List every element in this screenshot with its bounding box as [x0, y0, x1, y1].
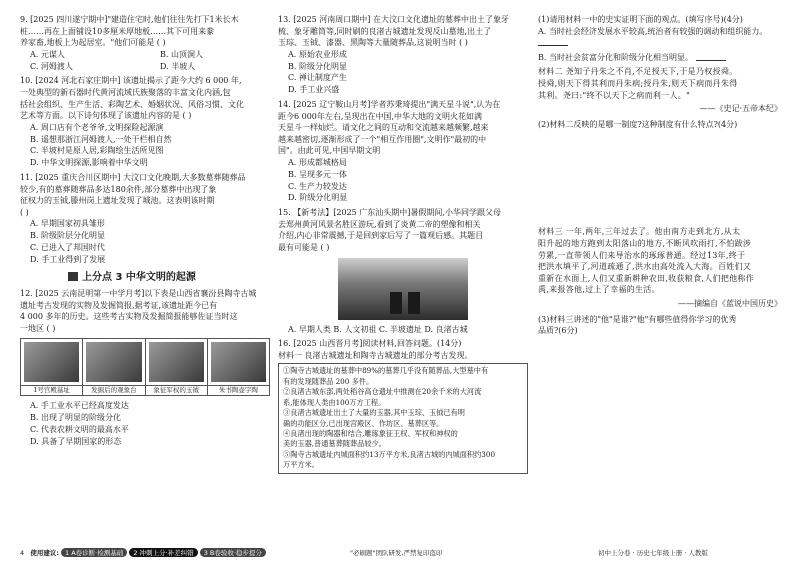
- answer-line-a: [538, 26, 782, 49]
- q9-option-c[interactable]: C. 河姆渡人: [30, 61, 73, 71]
- q15-line: 最有可能是 ( ): [278, 242, 330, 252]
- question-13: [278, 14, 528, 96]
- q14-option-b[interactable]: B. 呈现多元一体: [288, 169, 347, 179]
- artifact-caption: 朱书陶壶字陶: [208, 385, 269, 395]
- q10-option-c[interactable]: C. 半坡村是原人居,彩陶绘生活所见图: [30, 146, 164, 156]
- box-line: ③良渚古城遗址出土了大量的玉器,其中玉琮、玉钺已有明: [283, 408, 465, 418]
- usage-step-1: 1 A卷诊断·检测基础: [61, 548, 127, 557]
- q10-line: 10. [2024 河北石家庄期中] 该遗址揭示了距今大约 6 000 年,: [20, 76, 242, 86]
- q9-option-b[interactable]: B. 山顶洞人: [160, 49, 203, 59]
- statement-b: B. 当时社会贫富分化和阶级分化相当明显。: [538, 52, 693, 62]
- artifact-caption: 1号宫殿基址: [21, 385, 82, 395]
- q11-line: 11. [2025 重庆合川区期中] 大汶口文化晚期,大多数墓葬随葬品: [20, 172, 246, 182]
- answer-blank[interactable]: [696, 52, 726, 61]
- q12-option-c[interactable]: C. 代表农耕文明的最高水平: [30, 425, 129, 435]
- q15-options[interactable]: A. 早期人类 B. 人文初祖 C. 半坡遗址 D. 良渚古城: [288, 324, 468, 334]
- artifact-caption: 发掘后的观象台: [83, 385, 144, 395]
- q14-line: 越来越密切,逐渐形成了一个"相互作用圈",文明作"最初的中: [278, 134, 487, 144]
- q11-option-d[interactable]: D. 手工业得到了发展: [30, 254, 106, 264]
- q13-option-c[interactable]: C. 禅让制度产生: [288, 73, 347, 83]
- q12-line: 一地区 ( ): [20, 323, 56, 333]
- q13-option-b[interactable]: B. 阶级分化明显: [288, 61, 347, 71]
- question-15: [278, 207, 528, 335]
- flag-icon: [68, 272, 78, 281]
- q12-option-b[interactable]: B. 出现了明显的阶级分化: [30, 413, 121, 423]
- box-line: ①陶寺古城遗址的墓葬中89%的墓葬几乎没有随葬品,大型墓中有: [283, 366, 489, 376]
- q9-option-a[interactable]: A. 元谋人: [30, 49, 65, 59]
- statue-photo: [338, 258, 468, 320]
- q13-option-a[interactable]: A. 原始农业形成: [288, 49, 347, 59]
- q11-option-c[interactable]: C. 已进入了邦国时代: [30, 242, 105, 252]
- material-line: 禹,来报答他,过上了幸福的生活。: [538, 285, 660, 295]
- sub-question-3-cont: 品质?(6分): [538, 326, 578, 336]
- q14-line: 14. [2025 辽宁鞍山月考]学者苏秉琦提出"满天星斗说",认为在: [278, 99, 501, 109]
- answer-blank[interactable]: [538, 37, 568, 46]
- q11-line: 征权力的玉钺,滕州岗上遗址发现了城池。这表明该时期: [20, 196, 215, 206]
- q11-line: ( ): [20, 207, 29, 217]
- material-three: [538, 226, 782, 296]
- answer-space[interactable]: [538, 130, 782, 226]
- artifact-photo: [24, 342, 79, 382]
- q15-line: 15. 【新考法】[2025 广东汕头期中]暑假期间,小华同学跟父母: [278, 208, 501, 218]
- question-9: [20, 14, 270, 72]
- material-one-box: [278, 363, 528, 473]
- citation: ——《史记·五帝本纪》: [699, 104, 782, 114]
- q11-option-a[interactable]: A. 早期国家初具雏形: [30, 219, 105, 229]
- artifact-photo: [86, 342, 141, 382]
- q9-line: 桩……再在上面铺设10多厘米厚地板……其下可用来豢: [20, 26, 215, 36]
- q11-line: 较少,有的墓葬随葬品多达180余件,部分墓葬中出现了象: [20, 184, 217, 194]
- q12-option-a[interactable]: A. 手工业水平已经高度发达: [30, 401, 129, 411]
- box-line: 万平方米。: [283, 460, 319, 470]
- box-line: 美的玉器,普通墓葬随葬品较少。: [283, 439, 386, 449]
- question-14: [278, 99, 528, 204]
- box-line: ④良渚出现的陶器和结合,雕琢象征王权、军权和神权的: [283, 428, 458, 438]
- material-line: 把洪水填平了,河道疏通了,洪水由高处流入大海。百姓们又: [538, 262, 752, 272]
- statement-a: A. 当时社会经济发展水平较高,统治者有较强的调动和组织能力。: [538, 26, 768, 36]
- statue-shape: [390, 292, 402, 314]
- column-middle: [278, 14, 528, 477]
- artifact-cell: [83, 339, 145, 395]
- artifact-photo: [149, 342, 204, 382]
- section-heading: [68, 272, 270, 284]
- q15-line: 去郑州黄河风景名胜区游玩,看到了炎黄二帝的塑像和相关: [278, 219, 481, 229]
- sub-question-1: (1)请用材料一中的史实证明下面的观点。(填写序号)(4分): [538, 15, 743, 24]
- artifact-cell: [146, 339, 208, 395]
- question-10: [20, 75, 270, 169]
- q9-line: 9. [2025 四川遂宁期中]"建造住宅时,他们往往先打下1米长木: [20, 15, 239, 24]
- q16-line: 16. [2025 山西晋月考]阅读材料,回答问题。(14分): [278, 339, 462, 349]
- q14-option-d[interactable]: D. 阶级分化明显: [288, 193, 348, 203]
- usage-step-3: 3 B卷验收·稳步提分: [200, 548, 266, 557]
- question-12: [20, 288, 270, 448]
- question-11: [20, 172, 270, 266]
- q12-option-d[interactable]: D. 具备了早期国家的形态: [30, 436, 122, 446]
- artifact-cell: [208, 339, 269, 395]
- material-line: 重新在水面上,人们又重新耕种农田,收获粮食,人们把他称作: [538, 273, 755, 283]
- column-left: [20, 14, 270, 451]
- answer-line-b: [538, 52, 782, 64]
- box-line: ②良渚古城东部,两处稻谷高仓遗址中推测在20余千米的大河流: [283, 387, 482, 397]
- artifact-image-table: [20, 338, 270, 396]
- sub-question-3: (3)材料三讲述的"他"是谁?"他"有哪些值得你学习的优秀: [538, 314, 737, 324]
- question-16: [278, 338, 528, 473]
- usage-label: 使用建议:: [30, 549, 59, 557]
- q10-option-a[interactable]: A. 周口店有个老爷爷,文明探险起源演: [30, 122, 164, 132]
- footer-notice: "必刷题"团队研发,严禁复印盗印: [350, 549, 443, 557]
- box-line: 确的功能区分,已出现宫殿区、作坊区、墓葬区等。: [283, 418, 444, 428]
- q10-option-b[interactable]: B. 遥想那浙江河姆渡人,一处干栏相自然: [30, 134, 172, 144]
- material-line: 材料二 尧知子丹朱之不肖,不足授天下,于是乃权授舜。: [538, 67, 738, 77]
- artifact-cell: [21, 339, 83, 395]
- material-line: 授舜,则天下得其利而丹朱病;授丹朱,则天下病而丹朱得: [538, 78, 738, 88]
- q12-line: 12. [2025 云南昆明第一中学月考]以下表是山西省襄汾县陶寺古城: [20, 289, 257, 299]
- q10-option-d[interactable]: D. 中华文明探源,影响着中华文明: [30, 158, 148, 168]
- statue-shape: [408, 292, 420, 314]
- material-line: 其利。尧曰:"终不以天下之病而利一人。": [538, 90, 691, 100]
- footer-book-title: 初中上分卷 · 历史七年级上册 · 人教版: [598, 549, 708, 557]
- section-title: 上分点 3 中华文明的起源: [82, 271, 196, 283]
- footer-left: [20, 548, 266, 557]
- column-right: [538, 14, 782, 337]
- q16-line: 材料一 良渚古城遗址和陶寺古城遗址的部分考古发现。: [278, 350, 473, 360]
- q14-line: 天星斗一样灿烂。请文化之间的互动和交流越来越频繁,越来: [278, 123, 489, 133]
- citation: ——摘编自《蓝说中国历史》: [678, 298, 782, 308]
- q13-line: 13. [2025 河南周口期中] 在大汶口文化遗址的墓葬中出土了象牙: [278, 15, 509, 24]
- q15-line: 介绍,内心非常震撼,于是回到家后写了一篇观后感。其题目: [278, 231, 484, 241]
- q14-line: 国"。由此可见,中国早期文明: [278, 146, 381, 156]
- q12-line: 遗址考古发现的实物及发掘简报,据考证,该遗址距今已有: [20, 300, 218, 310]
- box-line: ⑤陶寺古城遗址内城面积约13万平方米,良渚古城的内城面积约300: [283, 449, 496, 459]
- box-line: 系,能体现人类由100万方工程。: [283, 397, 386, 407]
- usage-step-2: 2 冲刺上分·补差纠错: [129, 548, 197, 557]
- q14-option-a[interactable]: A. 形成都城格局: [288, 157, 347, 167]
- artifact-caption: 象征军权的玉钺: [146, 385, 207, 395]
- q13-option-d[interactable]: D. 手工业兴盛: [288, 85, 340, 95]
- q14-option-c[interactable]: C. 生产力较发达: [288, 181, 347, 191]
- material-two: [538, 66, 782, 101]
- sub-question-2: (2)材料二反映的是哪一制度?这种制度有什么特点?(4分): [538, 119, 738, 129]
- q9-line: 养家畜,地板上为起居室。"他们可能是 ( ): [20, 38, 166, 48]
- q10-line: 艺术等方面。以下诗句体现了该遗址内容的是 ( ): [20, 111, 192, 121]
- material-line: 材料三 一年,两年,三年过去了。他由南方走到北方,从太: [538, 227, 741, 237]
- q9-option-d[interactable]: D. 半坡人: [160, 61, 196, 71]
- q10-line: 一处典型的新石器时代黄河流域氏族聚落的丰富文化内涵,包: [20, 87, 231, 97]
- box-line: 有的发现随葬品 200 多件。: [283, 376, 374, 386]
- material-line: 阳升起的地方跑到太阳落山的地方,不断风吹雨打,不怕跋涉: [538, 238, 752, 248]
- q12-line: 4 000 多年的历史。这些考古实物及发掘简报能够佐证当时这: [20, 312, 238, 322]
- q13-line: 梳、象牙雕筒等,同时刷的良渚古城遗址发现反山墓地,出土了: [278, 26, 492, 36]
- artifact-photo: [211, 342, 266, 382]
- q11-option-b[interactable]: B. 阶级阶层分化明显: [30, 231, 105, 241]
- page-number: 4: [20, 549, 25, 557]
- q14-line: 距今6 000年左右,呈现出在中国,中华大地的文明火花如满: [278, 111, 482, 121]
- material-line: 劳累,一直带领人们来导治水的琢琢普通。经过13年,终于: [538, 250, 746, 260]
- q10-line: 括社会组织、生产生活、彩陶艺术、婚姻状况、风俗习惯、文化: [20, 99, 244, 109]
- q13-line: 玉琮、玉钺、漆器、黑陶等大量随葬品,这说明当时 ( ): [278, 38, 468, 48]
